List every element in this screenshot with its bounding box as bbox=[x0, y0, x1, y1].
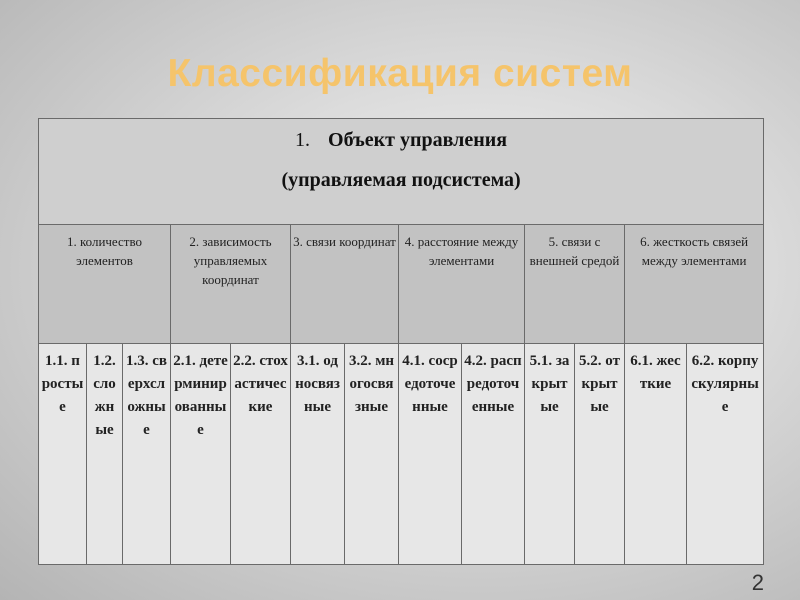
header-title: Объект управления bbox=[328, 129, 508, 151]
subcategory-cell: 2.2. стохастические bbox=[231, 344, 291, 565]
category-cell: 1. количество элементов bbox=[39, 225, 171, 344]
subcategory-cell: 6.2. корпускулярные bbox=[687, 344, 764, 565]
subcategory-cell: 6.1. жесткие bbox=[625, 344, 687, 565]
subcategory-cell: 3.1. односвязные bbox=[291, 344, 345, 565]
header-number: 1. bbox=[295, 129, 311, 151]
category-cell: 2. зависимость управляемых координат bbox=[171, 225, 291, 344]
header-subtitle: (управляемая подсистема) bbox=[281, 169, 521, 191]
subcategory-cell: 4.1. сосредоточенные bbox=[399, 344, 462, 565]
subcategory-cell: 4.2. распредоточенные bbox=[462, 344, 525, 565]
subcategory-cell: 3.2. многосвязные bbox=[345, 344, 399, 565]
subcategory-cell: 1.3. сверхсложные bbox=[123, 344, 171, 565]
category-cell: 5. связи с внешней средой bbox=[525, 225, 625, 344]
category-cell: 3. связи координат bbox=[291, 225, 399, 344]
subcategory-cell: 5.2. открытые bbox=[575, 344, 625, 565]
classification-table bbox=[38, 118, 764, 565]
slide-title: Классификация систем bbox=[167, 52, 633, 95]
category-cell: 4. расстояние между элементами bbox=[399, 225, 525, 344]
table-header-cell bbox=[39, 119, 764, 225]
category-cell: 6. жесткость связей между элементами bbox=[625, 225, 764, 344]
subcategory-cell: 1.2. сложные bbox=[87, 344, 123, 565]
subcategory-cell: 5.1. закрытые bbox=[525, 344, 575, 565]
subcategory-cell: 1.1. простые bbox=[39, 344, 87, 565]
subcategory-cell: 2.1. детерминированные bbox=[171, 344, 231, 565]
page-number: 2 bbox=[751, 570, 764, 595]
